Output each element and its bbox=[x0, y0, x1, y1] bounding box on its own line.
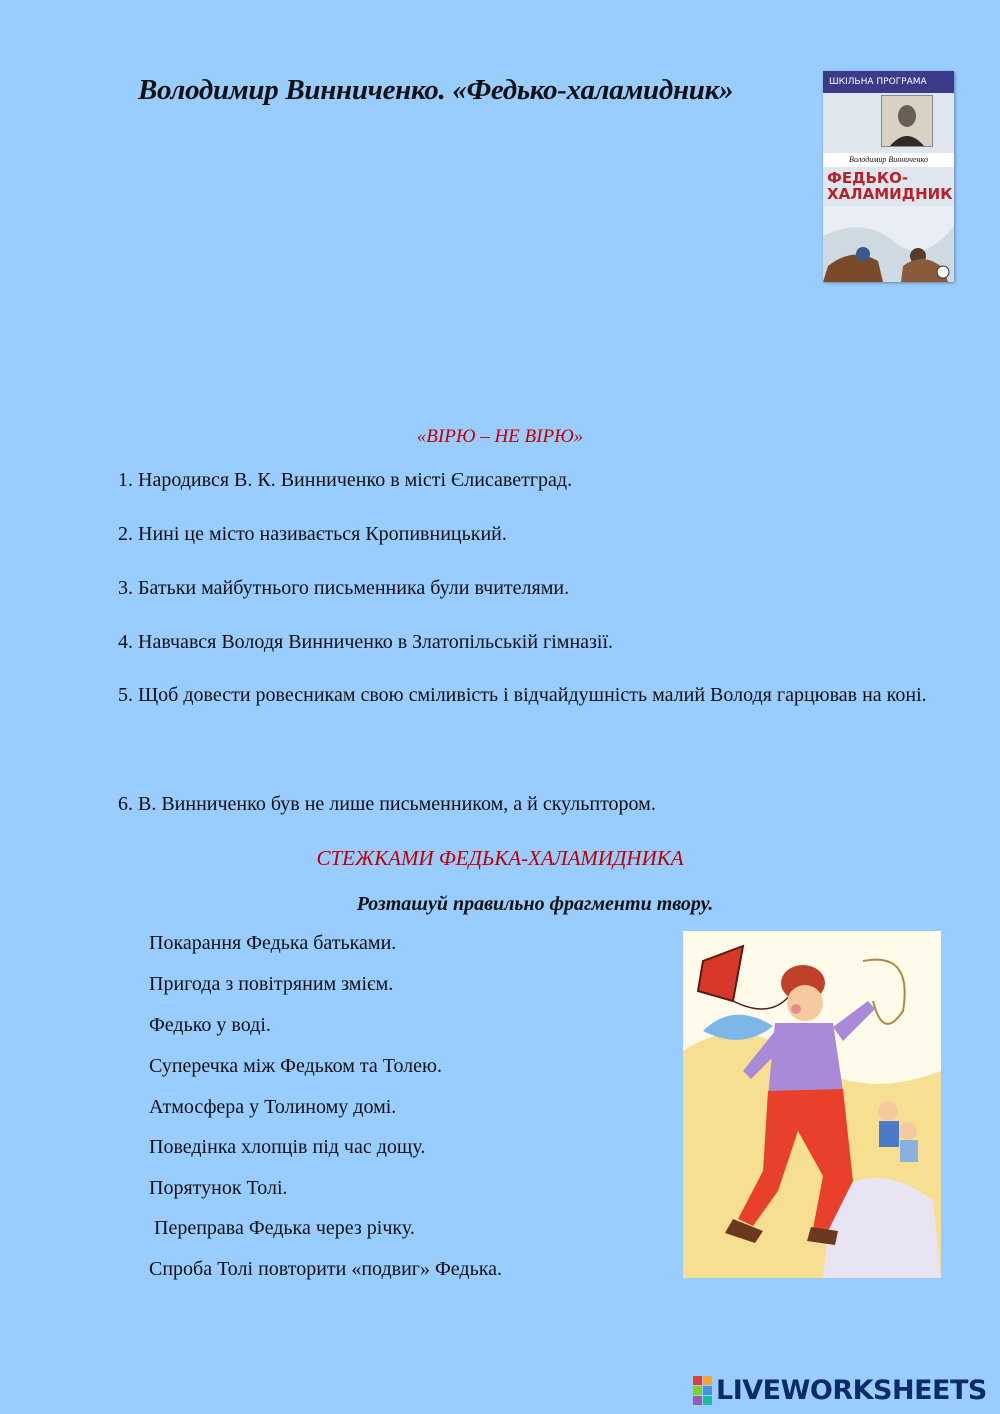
book-cover-image bbox=[823, 71, 954, 282]
logo-block bbox=[693, 1376, 702, 1385]
fedko-illustration bbox=[683, 931, 941, 1278]
logo-block bbox=[693, 1386, 702, 1395]
logo-block bbox=[703, 1376, 712, 1385]
page-title: Володимир Винниченко. «Федько-халамидник» bbox=[138, 74, 734, 106]
fragment-item[interactable]: Пригода з повітряним змієм. bbox=[149, 973, 394, 995]
author-portrait bbox=[881, 95, 933, 147]
statement-2: 2. Нині це місто називається Кропивницький. bbox=[118, 523, 507, 545]
fragment-item[interactable]: Переправа Федька через річку. bbox=[149, 1217, 415, 1239]
book-series-label: ШКІЛЬНА ПРОГРАМА bbox=[823, 71, 954, 93]
logo-block bbox=[693, 1396, 702, 1405]
fragment-item[interactable]: Суперечка між Федьком та Толею. bbox=[149, 1055, 442, 1077]
book-title: ФЕДЬКО- ХАЛАМИДНИК bbox=[827, 169, 953, 203]
quiz-title: «ВІРЮ – НЕ ВІРЮ» bbox=[416, 426, 584, 447]
statement-1: 1. Народився В. К. Винниченко в місті Єлисаветград. bbox=[118, 469, 573, 491]
fragment-item[interactable]: Спроба Толі повторити «подвиг» Федька. bbox=[149, 1258, 503, 1280]
fragment-item[interactable]: Покарання Федька батьками. bbox=[149, 932, 397, 954]
liveworksheets-logo bbox=[693, 1375, 987, 1405]
logo-block bbox=[703, 1396, 712, 1405]
sequence-title: СТЕЖКАМИ ФЕДЬКА-ХАЛАМИДНИКА bbox=[316, 846, 684, 870]
sequence-instruction: Розташуй правильно фрагменти твору. bbox=[356, 893, 714, 915]
statement-5: 5. Щоб довести ровесникам свою сміливість і відчайдушність малий Володя гарцював на коні. bbox=[118, 684, 927, 706]
book-cover-scene bbox=[823, 206, 954, 282]
fragment-item[interactable]: Порятунок Толі. bbox=[149, 1177, 288, 1199]
logo-block bbox=[703, 1386, 712, 1395]
statement-3: 3. Батьки майбутнього письменника були вчителями. bbox=[118, 577, 570, 599]
statement-6: 6. В. Винниченко був не лише письменником, а й скульптором. bbox=[118, 793, 656, 815]
logo-text: LIVEWORKSHEETS bbox=[716, 1374, 987, 1406]
fragment-item[interactable]: Федько у воді. bbox=[149, 1014, 271, 1036]
statement-4: 4. Навчався Володя Винниченко в Златопільській гімназії. bbox=[118, 631, 614, 653]
book-author-label: Володимир Винниченко bbox=[823, 153, 954, 167]
fragment-item[interactable]: Атмосфера у Толиному домі. bbox=[149, 1096, 397, 1118]
logo-blocks-icon bbox=[693, 1376, 712, 1405]
fragment-item[interactable]: Поведінка хлопців під час дощу. bbox=[149, 1136, 426, 1158]
